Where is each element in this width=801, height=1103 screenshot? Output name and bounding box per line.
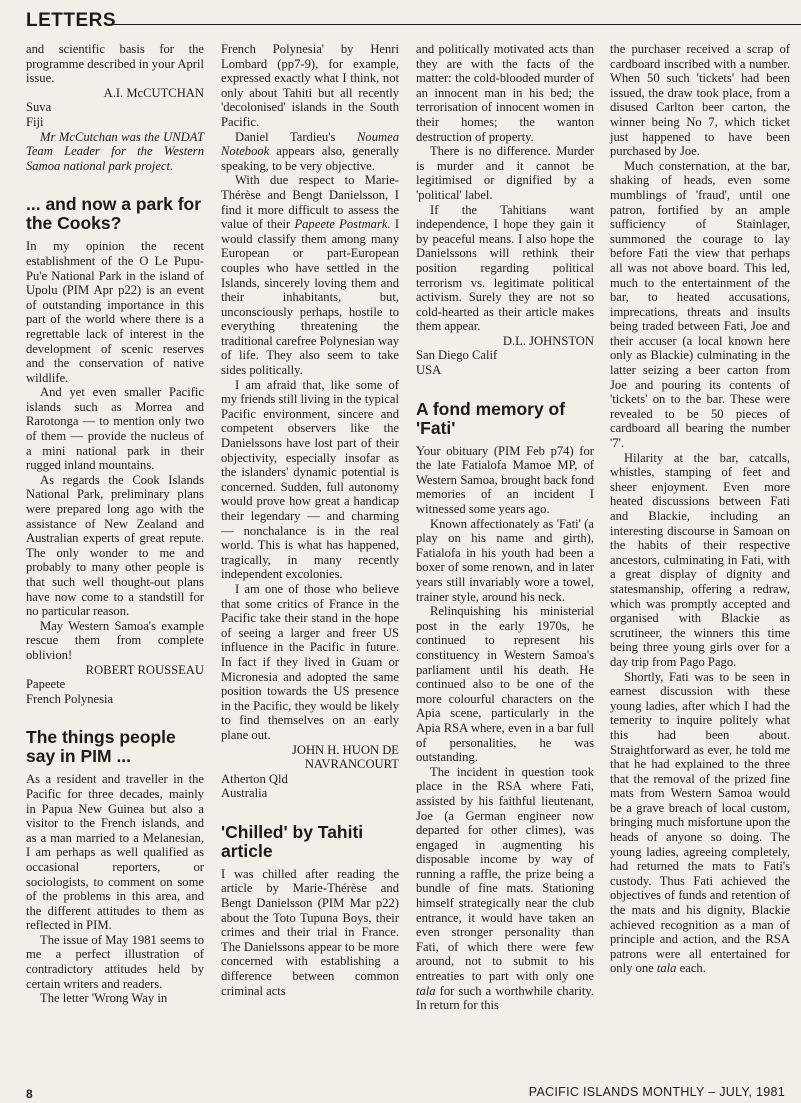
section-title: LETTERS — [26, 10, 117, 31]
letter4-p2: There is no difference. Murder is murder and it cannot be legitimised or dignified by a 'political' label. — [416, 144, 594, 202]
letter5-p1: Your obituary (PIM Feb p74) for the late Fatialofa Mamoe MP, of Western Samoa, brought back fond memories of an incident I witnessed some years ago. — [416, 443, 594, 517]
letter4-p1b: and politically motivated acts than they are with the facts of the matter: the cold-blooded murder of an innocent man in his bed; the terrorisation of innocent women in their homes; the wanton destruction of property. — [416, 42, 594, 144]
letter2-signature: ROBERT ROUSSEAU — [85, 662, 204, 677]
letter5-p4 — [416, 765, 594, 1013]
letter4-p1a: I was chilled after reading the article by Marie-Thérèse and Bengt Danielsson (PIM Mar p22) about the Toto Tupuna Boys, their crimes and their trial in France. The Danielssons appear to be more concerned with establishing a difference between common criminal acts — [221, 866, 399, 998]
letter5-heading: A fond memory of 'Fati' — [416, 398, 566, 438]
letter3-p6: I am afraid that, like some of my friends still living in the typical Pacific environment, sincere and competent observers like the Danielssons have lost part of their objectivity, especially insofar as the islanders' dynamic potential is concerned. Sudden, full autonomy would prove how great a handicap their legendary — and charming — nonchalance is in the real world. This is what has happened, tragically, in many recently independent excolonies. — [221, 377, 399, 582]
column-2 — [221, 42, 399, 998]
letter3-heading: The things people say in PIM ... — [26, 727, 176, 767]
letter3-place2: Australia — [221, 786, 268, 801]
column-3 — [416, 42, 594, 1013]
letter1-place2: Fiji — [26, 114, 44, 129]
letter2-p1: In my opinion the recent establishment of the O Le Pupu-Pu'e National Park in the island of Upolu (PIM Apr p22) is an event of outstanding importance in this part of the world where there is a regrettable lack of interest in the development of scenic reserves and the conservation of native wildlife. — [26, 239, 204, 385]
letter2-heading: ... and now a park for the Cooks? — [26, 194, 202, 234]
letter5-p4-cont: the purchaser received a scrap of cardboard inscribed with a number. When 50 such 'tickets' had been issued, the draw took place, from a disused Carlton beer carton, the winner being No 7, which ticket just happened to have been purchased by Joe. — [610, 42, 790, 159]
letter5-p4-pre: The incident in question took place in the RSA where Fati, assisted by his faithful lieutenant, Joe (a German engineer now departed for other climes), was engaged in augmenting his disposable income by way of running a raffle, the prize being a bundle of fine mats. Stationing himself strategically near the club entrance, it would have taken an even stronger personality than Fati, of which there were few around, not to submit to his entreaties to part with only one — [416, 764, 594, 984]
letter3-signature-2: NAVRANCOURT — [304, 757, 399, 772]
letter3-p4-pre: Daniel Tardieu's — [235, 129, 336, 144]
letter3-p7: I am one of those who believe that some critics of France in the Pacific take their stand in the hope of seeing a larger and freer US influence in the Pacific in future. In fact if they lived in Guam or Micronesia and adopted the same position towards the US presence in the Pacific, they would be likely to find themselves on an early plane out. — [221, 581, 399, 742]
editor-note: Mr McCutchan was the UNDAT Team Leader for the Western Samoa national park project. — [26, 129, 204, 173]
letter2-p4: May Western Samoa's example rescue them from complete oblivion! — [26, 618, 204, 662]
noumea-notebook-title: Noumea Notebook — [221, 129, 399, 159]
letter4-heading: 'Chilled' by Tahiti article — [221, 821, 364, 861]
letter1-text: and scientific basis for the programme described in your April issue. — [26, 42, 204, 86]
letter3-p2: The issue of May 1981 seems to me a perfect illustration of contradictory attitudes held by certain writers and readers. — [26, 932, 204, 991]
letter4-signature: D.L. JOHNSTON — [502, 333, 594, 348]
letter3-p3a: The letter 'Wrong Way in — [40, 991, 168, 1006]
letter2-p2: And yet even smaller Pacific islands such as Morrea and Rarotonga — to mention only two of them — provide the nucleus of a mini national park in their rugged inland mountains. — [26, 385, 204, 473]
letter3-place1: Atherton Qld — [221, 771, 288, 786]
publication-footer: PACIFIC ISLANDS MONTHLY – JULY, 1981 — [528, 1085, 785, 1099]
tala-word-2: tala — [656, 961, 677, 976]
letter5-p3: Relinquishing his ministerial post in the early 1970s, he continued to represent his constituency in Western Samoa's parliament until his death. He continued also to be one of the more colourful characters on the Apia scene, particularly in the Apia RSA where, even in a bar full of personalities, he was outstanding. — [416, 604, 594, 765]
column-1 — [26, 42, 204, 1006]
letter3-p5 — [221, 173, 399, 377]
letter2-place1: Papeete — [26, 677, 66, 692]
letter5-p7-post: each. — [679, 961, 706, 976]
letter2-place2: French Polynesia — [26, 691, 114, 706]
page-number: 8 — [26, 1087, 33, 1101]
page-header — [26, 9, 801, 33]
letter5-p6: Hilarity at the bar, catcalls, whistles, stamping of feet and sheer enjoyment. Even more heated discussions between Fati and Blackie, including an interesting discourse in Samoan on the habits of their respective ancestors, culminating in Fati, with a great display of dignity and statesmanship, offering a redraw, which was promptly accepted and organised with Blackie as scrutineer, the winners this time being three young girls over for a day trip from Pago Pago. — [610, 450, 790, 669]
letter3-p5-pre: With due respect to Marie-Thérèse and Bengt Danielsson, I find it more difficult to assess the value of their — [221, 173, 399, 232]
letter2-p3: As regards the Cook Islands National Park, preliminary plans were prepared long ago with the assistance of New Zealand and Australian experts of great repute. The only wonder to me and probably to many other people is that such well thought-out plans have now come to a standstill for no particular reason. — [26, 472, 204, 619]
papeete-postmark-title: Papeete Postmark. — [294, 217, 391, 232]
letter1-signature: A.I. McCUTCHAN — [103, 85, 204, 100]
letter5-p2: Known affectionately as 'Fati' (a play on his name and girth), Fatialofa in his youth had been a boxer of some renown, and in later years still invariably wore a towel, trainer style, around his neck. — [416, 516, 594, 604]
letter5-p7 — [610, 670, 790, 976]
letter4-place1: San Diego Calif — [416, 348, 498, 363]
letter4-p3: If the Tahitians want independence, I hope they gain it by peaceful means. I also hope the Danielssons will rethink their position regarding political terrorism vs. legitimate political activism. Surely they are not so cold-hearted as their article makes them appear. — [416, 202, 594, 334]
header-rule — [106, 24, 801, 25]
letter4-place2: USA — [416, 363, 442, 378]
letter3-p4 — [221, 130, 399, 174]
letter1-place1: Suva — [26, 100, 52, 115]
letter5-p5: Much consternation, at the bar, shaking of heads, even some mumblings of 'fraud', until one patron, fortified by an ample sufficiency of Stainlager, summoned the courage to lay before Fati the view that perhaps all was not above board. This led, much to the entertainment of the bar, to heated accusations, imprecations, threats and insults being traded between Fati, Joe and their accuser (a local known here only as Blackie) culminating in the latter seizing a beer carton from Joe and pouring its contents of 'tickets' on to the bar. These were revealed to be 50 pieces of cardboard all bearing the number '7'. — [610, 158, 790, 451]
letter3-signature-1: JOHN H. HUON DE — [291, 742, 399, 757]
letter3-p5-post: I would classify them among many European or part-European couples who have settled in the Islands, sincerely loving them and their inhabitants, but, unconsciously perhaps, hostile to everything threatening the traditional carefree Polynesian way of life. They also seem to take sides politically. — [221, 217, 400, 378]
letter3-p1: As a resident and traveller in the Pacific for three decades, mainly in Papua New Guinea but also a visitor to the French islands, and as a man married to a Melanesian, I am perhaps as well qualified as occasional reporters, or sociologists, to comment on some of the problems in this area, and the different attitudes to them as reflected in PIM. — [26, 772, 204, 933]
letter3-p3b: French Polynesia' by Henri Lombard (pp7-9), for example, expressed exactly what I think, not only about Tahiti but all recently 'decolonised' islands in the South Pacific. — [221, 42, 399, 129]
column-4 — [610, 42, 790, 976]
letter5-p4-post: for such a worthwhile charity. In return for this — [416, 983, 594, 1013]
tala-word: tala — [416, 983, 436, 998]
letter5-p7-text: Shortly, Fati was to be seen in earnest discussion with these young ladies, after which I had the temerity to inquire politely what this had been about. Straightforward as ever, he told me that he had explained to the three that the removal of the prized fine mats from Western Samoa would be a grave breach of local custom, bringing much misfortune upon the heads of anyone so doing. The young ladies, agreeing completely, had returned the mats to Fati's custody. Thus Fati achieved the objectives of funds and retention of the mats and his dignity, Blackie achieved recognition as a man of principle and action, and the RSA patrons were all entertained for only one — [610, 669, 790, 976]
letter3-p4-post: appears also, generally speaking, to be very objective. — [221, 144, 399, 173]
